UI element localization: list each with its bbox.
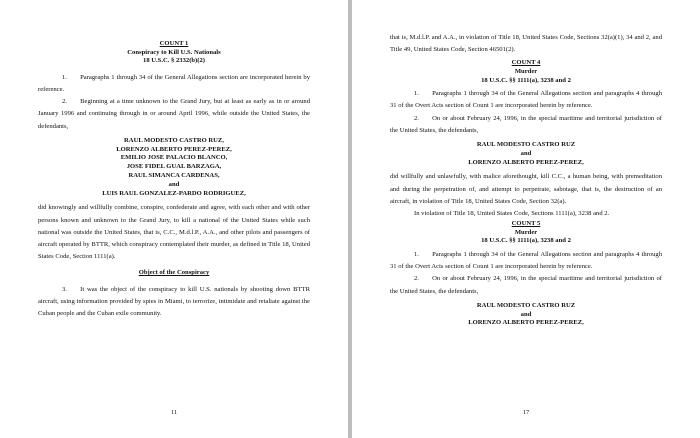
count4-violation: In violation of Title 18, United States Code, Sections 1111(a), 3238 and 2.: [414, 210, 610, 217]
defendant-name: LUIS RAUL GONZALEZ-PARDO RODRIGUEZ,: [102, 189, 246, 197]
count4-title: COUNT 4: [511, 59, 541, 67]
object-of-conspiracy-heading: Object of the Conspiracy: [138, 269, 210, 277]
count5-title: COUNT 5: [511, 220, 541, 228]
carryover-paragraph: that is, M.d.l.P. and A.A., in violation of Title 18, United States Code, Sections 32(a)(1), 34 and 2, and Title 49, United States Code, Section 46501(2).: [390, 34, 662, 54]
count4-subtitle: Murder: [514, 68, 538, 75]
page-right: [352, 0, 700, 438]
defendant-name: EMILIO JOSE PALACIO BLANCO,: [120, 154, 228, 162]
count1-paragraph-2: 2. Beginning at a time unknown to the Grand Jury, but at least as early as in or around January 1996 and continuing through in or around April 1996, while outside the United States, the defendants,: [38, 98, 310, 130]
defendant-name: LORENZO ALBERTO PEREZ-PEREZ,: [468, 158, 584, 166]
count5-subtitle: Murder: [514, 228, 538, 236]
defendant-name: JOSE FIDEL GUAL BARZAGA,: [126, 163, 222, 171]
count4-paragraph-2: 2. On or about February 24, 1996, in the special maritime and territorial jurisdiction of the United States, the defendants,: [390, 114, 662, 134]
count1-defendants-list: [38, 137, 310, 199]
count5-statute: 18 U.S.C. §§ 1111(a), 3238 and 2: [481, 237, 571, 245]
count5-defendants-list: [390, 302, 662, 328]
count1-statute: 18 U.S.C. § 2332(b)(2): [143, 57, 205, 65]
defendant-name: RAUL MODESTO CASTRO RUZ,: [124, 136, 224, 144]
defendant-name: LORENZO ALBERTO PEREZ-PEREZ,: [116, 145, 232, 153]
defendant-conjunction: and: [520, 149, 532, 157]
defendant-name: RAUL MODESTO CASTRO RUZ: [476, 141, 576, 148]
defendant-name: LORENZO ALBERTO PEREZ-PEREZ,: [468, 319, 584, 327]
count4-paragraph-1: 1. Paragraphs 1 through 34 of the General Allegations section and paragraphs 4 through 31 of the Overt Acts section of Count 1 are incorporated herein by reference.: [390, 90, 662, 110]
page-left: [0, 0, 348, 438]
count1-paragraph-2-continued: did knowingly and willfully combine, conspire, confederate and agree, with each other and with other persons known and unknown to the Grand Jury, to kill a national of the United States while such national was outside the United States, that is, C.C., M.d.l.P., A.A., and other pilots and passengers of aircraft operated by BTTR, which conspiracy contemplated their murder, as defined in Title 18, United States Code, Section 1111(a).: [38, 204, 310, 261]
defendant-conjunction: and: [520, 310, 532, 318]
count4-heading: [390, 59, 662, 85]
count1-subtitle: Conspiracy to Kill U.S. Nationals: [127, 48, 221, 56]
count4-paragraph-2-continued: did willfully and unlawfully, with malice aforethought, kill C.C., a human being, with premeditation and during the perpetration of, and attempt to perpetrate, sabotage, that is, the destruction of an aircraft, in violation of Title 18, United States Code, Section 32(a).: [390, 173, 662, 205]
count4-defendants-list: [390, 141, 662, 167]
page-right-content: [390, 32, 662, 332]
count4-statute: 18 U.S.C. §§ 1111(a), 3238 and 2: [481, 76, 571, 84]
count1-paragraph-3: 3. It was the object of the conspiracy to kill U.S. nationals by shooting down BTTR aircraft, using information provided by spies in Miami, to terrorize, intimidate and retaliate against the Cuban people and the Cuban exile community.: [38, 285, 310, 317]
count1-paragraph-1: 1. Paragraphs 1 through 34 of the General Allegations section are incorporated herein by reference.: [38, 73, 310, 93]
defendant-conjunction: and: [168, 180, 180, 188]
count1-title: COUNT 1: [159, 40, 189, 47]
defendant-name: RAUL SIMANCA CARDENAS,: [128, 171, 220, 179]
page-number-right: 17: [522, 409, 530, 416]
count5-paragraph-2: 2. On or about February 24, 1996, in the special maritime and territorial jurisdiction of the United States, the defendants,: [390, 275, 662, 295]
page-number-left: 11: [170, 409, 178, 416]
count5-paragraph-1: 1. Paragraphs 1 through 34 of the General Allegations section and paragraphs 4 through 31 of the Overt Acts section of Count 1 are incorporated herein by reference.: [390, 250, 662, 271]
page-left-content: [38, 40, 310, 320]
defendant-name: RAUL MODESTO CASTRO RUZ: [476, 301, 576, 309]
count5-heading: [390, 220, 662, 246]
count1-heading: [38, 40, 310, 66]
